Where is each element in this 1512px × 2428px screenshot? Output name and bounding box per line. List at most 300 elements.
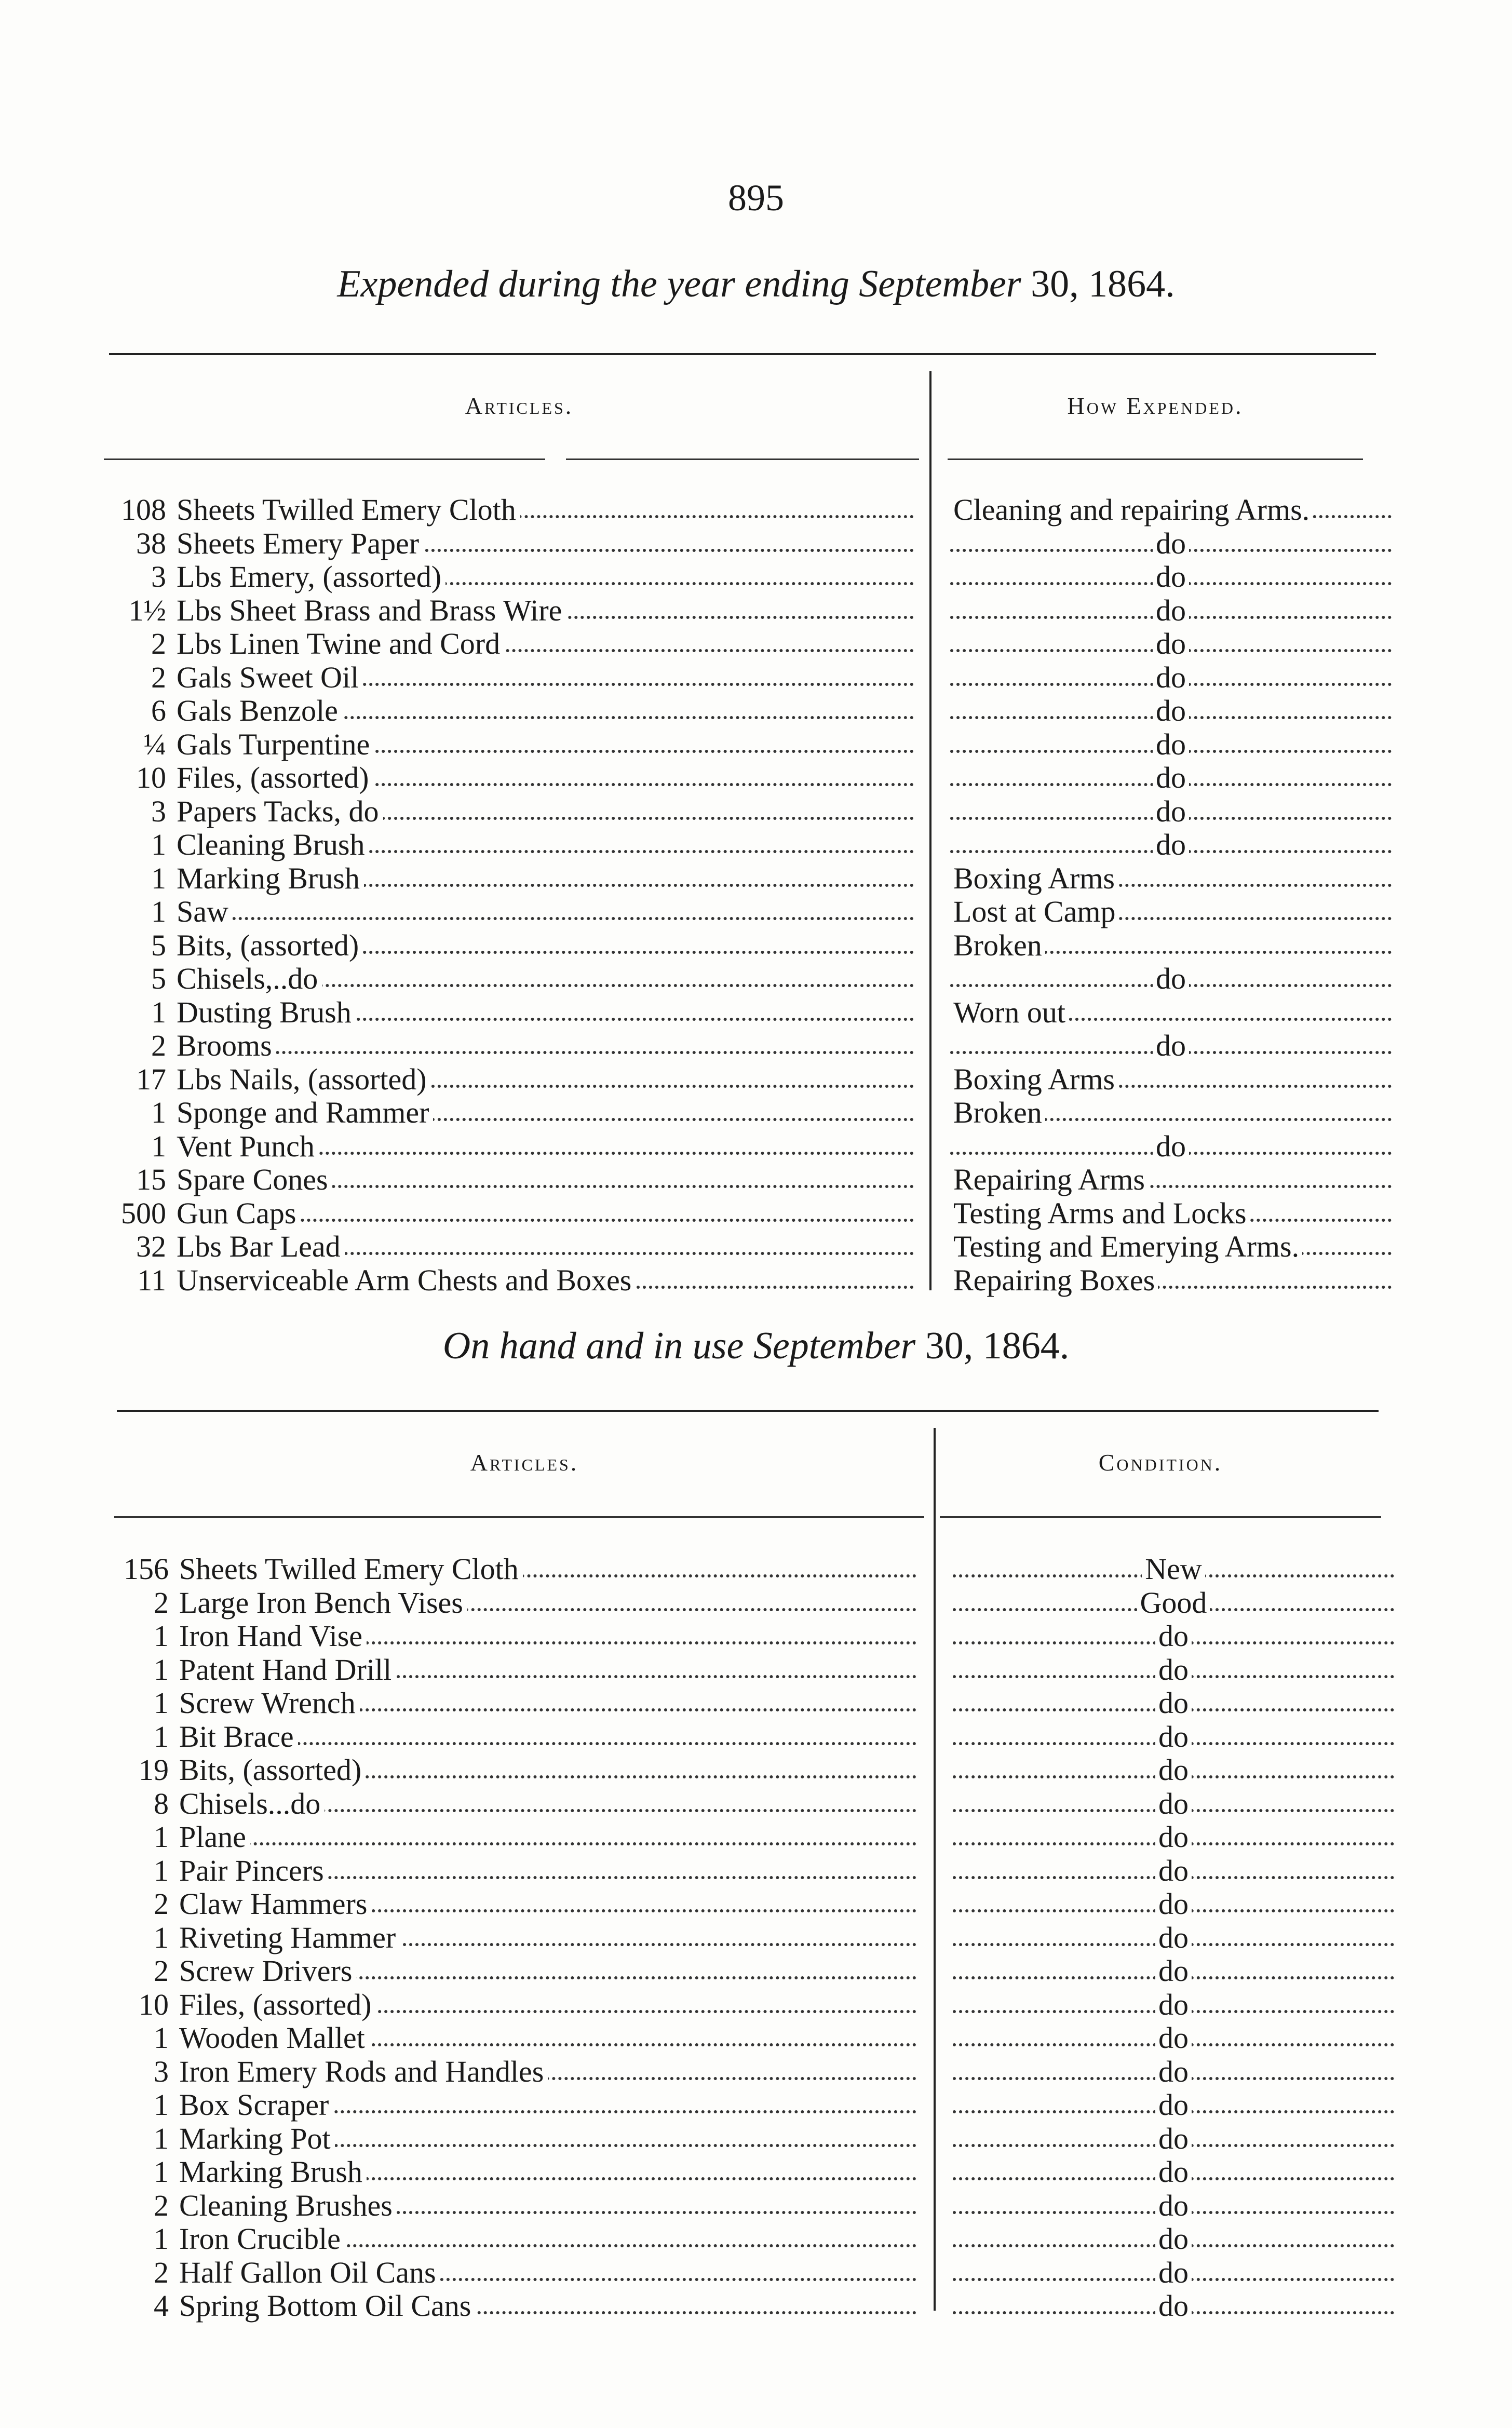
table-row xyxy=(106,2256,1405,2289)
row-how-text: do xyxy=(1153,560,1189,593)
row-condition xyxy=(953,1787,1394,1820)
row-condition-text: do xyxy=(1155,1854,1192,1887)
row-quantity: 500 xyxy=(121,1196,166,1230)
row-quantity: 108 xyxy=(121,493,166,527)
row-article-text: Unserviceable Arm Chests and Boxes xyxy=(177,1264,636,1297)
row-quantity: 38 xyxy=(136,526,166,560)
row-condition xyxy=(953,1620,1394,1653)
row-how xyxy=(950,962,1392,995)
row-quantity: 19 xyxy=(139,1753,169,1787)
row-article-text: Vent Punch xyxy=(177,1130,319,1163)
row-condition xyxy=(953,1586,1394,1620)
row-condition-text: do xyxy=(1155,2088,1192,2122)
table-row xyxy=(106,1820,1405,1854)
row-article-text: Files, (assorted) xyxy=(177,761,373,794)
row-article-text: Bits, (assorted) xyxy=(177,929,363,962)
row-how-text: do xyxy=(1153,728,1189,761)
row-condition xyxy=(953,2088,1394,2122)
row-quantity: 1 xyxy=(151,828,166,861)
row-condition-text: do xyxy=(1155,1787,1192,1820)
row-quantity: 2 xyxy=(154,2255,169,2289)
table-row xyxy=(104,1029,1402,1062)
row-condition xyxy=(953,1921,1394,1954)
row-how-text: do xyxy=(1153,661,1189,694)
row-article xyxy=(179,2021,927,2055)
table-row xyxy=(106,1854,1405,1887)
row-article-text: Files, (assorted) xyxy=(179,1988,376,2021)
row-condition-text: do xyxy=(1155,1887,1192,1921)
table-row xyxy=(104,1096,1402,1129)
row-quantity: 1 xyxy=(154,1652,169,1687)
row-article xyxy=(179,1720,927,1753)
row-article xyxy=(179,1753,927,1787)
row-how-text: do xyxy=(1153,962,1189,995)
row-how-text: Broken xyxy=(950,1096,1045,1129)
row-how-text: do xyxy=(1153,828,1189,861)
expended-table xyxy=(104,493,1402,1298)
row-article xyxy=(177,728,924,761)
row-condition-text: do xyxy=(1155,2189,1192,2222)
row-quantity: ¼ xyxy=(143,727,166,761)
row-article xyxy=(177,1063,924,1096)
row-article xyxy=(179,1586,927,1620)
row-quantity: 17 xyxy=(136,1062,166,1096)
row-quantity: 2 xyxy=(154,2188,169,2222)
row-article xyxy=(179,2055,927,2088)
row-article xyxy=(179,1820,927,1854)
table-row xyxy=(106,1586,1405,1620)
row-how xyxy=(950,761,1392,794)
row-quantity: 2 xyxy=(151,660,166,694)
table-row xyxy=(106,1753,1405,1787)
table-row xyxy=(106,1787,1405,1820)
row-how xyxy=(950,1163,1392,1196)
row-quantity: 5 xyxy=(151,962,166,995)
row-how xyxy=(950,1096,1392,1129)
row-how-text: Testing and Emerying Arms. xyxy=(950,1230,1302,1263)
row-article xyxy=(179,1854,927,1887)
onhand-title-date: 30, 1864. xyxy=(925,1325,1070,1367)
row-article xyxy=(177,527,924,560)
row-how xyxy=(950,895,1392,928)
table-row xyxy=(104,962,1402,995)
row-article-text: Dusting Brush xyxy=(177,996,356,1029)
row-article-text: Papers Tacks, do xyxy=(177,795,383,828)
row-quantity: 1 xyxy=(154,1619,169,1653)
row-how-text: Broken xyxy=(950,929,1045,962)
row-how-text: do xyxy=(1153,761,1189,794)
row-how xyxy=(950,1130,1392,1163)
expended-header-articles: Articles. xyxy=(465,393,574,419)
row-quantity: 2 xyxy=(151,1029,166,1062)
table-row xyxy=(106,2222,1405,2256)
row-article-text: Chisels,..do xyxy=(177,962,322,995)
row-article-text: Plane xyxy=(179,1820,250,1854)
row-how xyxy=(950,661,1392,694)
row-quantity: 1 xyxy=(151,1096,166,1129)
row-article-text: Riveting Hammer xyxy=(179,1921,400,1954)
table-row xyxy=(104,527,1402,560)
row-article xyxy=(177,1029,924,1062)
row-article-text: Iron Crucible xyxy=(179,2222,345,2256)
row-condition xyxy=(953,2189,1394,2222)
row-article xyxy=(179,2189,927,2222)
row-how-text: Worn out xyxy=(950,996,1069,1029)
row-article xyxy=(179,1787,927,1820)
row-how-text: Repairing Boxes xyxy=(950,1264,1158,1297)
row-quantity: 2 xyxy=(154,1585,169,1620)
table-row xyxy=(104,1163,1402,1196)
row-condition-text: do xyxy=(1155,1687,1192,1720)
row-condition-text: do xyxy=(1155,1921,1192,1954)
row-quantity: 1 xyxy=(154,2021,169,2055)
expended-articles-rule-a xyxy=(104,458,545,460)
row-article-text: Lbs Bar Lead xyxy=(177,1230,345,1263)
expended-title-date: 30, 1864. xyxy=(1031,263,1175,305)
table-row xyxy=(106,2088,1405,2122)
row-condition-text: do xyxy=(1155,2155,1192,2189)
row-how xyxy=(950,493,1392,527)
row-condition-text: do xyxy=(1155,2055,1192,2088)
row-article xyxy=(177,795,924,828)
page-number: 895 xyxy=(728,177,784,219)
row-condition xyxy=(953,1887,1394,1921)
row-article-text: Sheets Twilled Emery Cloth xyxy=(177,493,520,527)
row-article-text: Gals Turpentine xyxy=(177,728,374,761)
table-row xyxy=(106,1620,1405,1653)
row-quantity: 8 xyxy=(154,1786,169,1820)
row-article xyxy=(179,1921,927,1954)
table-row xyxy=(106,2122,1405,2155)
row-article xyxy=(177,627,924,660)
row-condition xyxy=(953,2289,1394,2323)
row-article xyxy=(179,1887,927,1921)
row-condition xyxy=(953,1988,1394,2021)
table-row xyxy=(106,1720,1405,1753)
row-article-text: Lbs Emery, (assorted) xyxy=(177,560,446,593)
row-article-text: Box Scraper xyxy=(179,2088,333,2122)
row-how-text: do xyxy=(1153,527,1189,560)
table-row xyxy=(104,996,1402,1029)
row-condition-text: do xyxy=(1155,1954,1192,1988)
row-how xyxy=(950,862,1392,895)
table-row xyxy=(104,1230,1402,1263)
row-quantity: 3 xyxy=(151,794,166,828)
row-how-text: do xyxy=(1153,694,1189,727)
table-row xyxy=(104,895,1402,928)
row-how-text: Lost at Camp xyxy=(950,895,1119,928)
row-article-text: Lbs Nails, (assorted) xyxy=(177,1063,431,1096)
row-article-text: Spare Cones xyxy=(177,1163,332,1196)
table-row xyxy=(104,661,1402,694)
onhand-condition-rule xyxy=(940,1516,1381,1518)
row-quantity: 1 xyxy=(154,1820,169,1854)
row-how xyxy=(950,1063,1392,1096)
row-article xyxy=(177,1230,924,1263)
row-article xyxy=(179,1687,927,1720)
row-article-text: Iron Hand Vise xyxy=(179,1620,367,1653)
row-quantity: 15 xyxy=(136,1163,166,1196)
row-article-text: Sponge and Rammer xyxy=(177,1096,433,1129)
row-article xyxy=(177,895,924,928)
onhand-title-text: On hand and in use September xyxy=(442,1325,916,1367)
row-article-text: Marking Brush xyxy=(177,862,364,895)
row-article-leader xyxy=(177,1051,914,1054)
row-quantity: 2 xyxy=(151,627,166,660)
row-article xyxy=(177,661,924,694)
row-quantity: 1 xyxy=(151,1129,166,1163)
row-condition xyxy=(953,1854,1394,1887)
row-quantity: 10 xyxy=(136,761,166,794)
row-quantity: 2 xyxy=(154,1954,169,1988)
row-condition-text: do xyxy=(1155,1988,1192,2021)
row-article xyxy=(177,594,924,627)
row-condition-text: do xyxy=(1155,1653,1192,1687)
table-row xyxy=(104,1063,1402,1096)
row-article xyxy=(177,1130,924,1163)
table-row xyxy=(106,2155,1405,2189)
row-how xyxy=(950,929,1392,962)
row-article-text: Screw Wrench xyxy=(179,1687,360,1720)
row-article-text: Marking Pot xyxy=(179,2122,335,2155)
row-condition-text: do xyxy=(1155,2289,1192,2323)
row-quantity: 1 xyxy=(151,861,166,895)
row-article xyxy=(177,694,924,727)
table-row xyxy=(106,2189,1405,2222)
onhand-table xyxy=(106,1553,1405,2331)
row-condition-text: do xyxy=(1155,2222,1192,2256)
row-condition-text: do xyxy=(1155,2256,1192,2289)
onhand-title xyxy=(0,1324,1512,1368)
row-how xyxy=(950,627,1392,660)
row-condition xyxy=(953,2155,1394,2189)
row-how xyxy=(950,594,1392,627)
row-how-text: Boxing Arms xyxy=(950,862,1118,895)
row-article-text: Gun Caps xyxy=(177,1197,300,1230)
row-article-text: Marking Brush xyxy=(179,2155,367,2189)
row-how-text: do xyxy=(1153,1029,1189,1062)
row-quantity: 1 xyxy=(151,895,166,928)
row-condition-text: do xyxy=(1155,1620,1192,1653)
row-article xyxy=(179,2155,927,2189)
table-row xyxy=(104,1197,1402,1230)
expended-title xyxy=(0,262,1512,306)
row-article xyxy=(179,1620,927,1653)
row-how xyxy=(950,1197,1392,1230)
table-row xyxy=(106,1553,1405,1586)
table-row xyxy=(104,1130,1402,1163)
expended-title-text: Expended during the year ending September xyxy=(337,263,1021,305)
row-article xyxy=(179,2222,927,2256)
table-row xyxy=(104,694,1402,727)
row-article-text: Wooden Mallet xyxy=(179,2021,369,2055)
row-quantity: 1 xyxy=(154,1686,169,1720)
table-row xyxy=(106,2021,1405,2055)
row-article-text: Lbs Sheet Brass and Brass Wire xyxy=(177,594,566,627)
row-article xyxy=(179,2289,927,2323)
row-condition-text: do xyxy=(1155,2122,1192,2155)
row-article xyxy=(177,828,924,861)
row-condition xyxy=(953,2122,1394,2155)
row-condition xyxy=(953,1820,1394,1854)
table-row xyxy=(104,795,1402,828)
row-quantity: 1 xyxy=(151,995,166,1029)
expended-top-rule xyxy=(109,353,1376,355)
row-quantity: 6 xyxy=(151,694,166,727)
row-condition-text: Good xyxy=(1137,1586,1210,1620)
row-article-text: Half Gallon Oil Cans xyxy=(179,2256,440,2289)
row-article-text: Screw Drivers xyxy=(179,1954,356,1988)
row-quantity: 1 xyxy=(154,1920,169,1954)
row-how-text: do xyxy=(1153,1130,1189,1163)
row-condition-text: do xyxy=(1155,1820,1192,1854)
row-how xyxy=(950,795,1392,828)
onhand-header-articles: Articles. xyxy=(470,1449,579,1476)
row-how xyxy=(950,828,1392,861)
row-article-text: Saw xyxy=(177,895,233,928)
row-how-text: do xyxy=(1153,594,1189,627)
row-quantity: 1 xyxy=(154,2088,169,2122)
row-article-text: Bit Brace xyxy=(179,1720,298,1753)
row-article-text: Sheets Twilled Emery Cloth xyxy=(179,1553,523,1586)
row-how xyxy=(950,1264,1392,1297)
row-article xyxy=(177,962,924,995)
table-row xyxy=(104,594,1402,627)
row-article-leader xyxy=(179,1842,916,1845)
row-quantity: 1½ xyxy=(128,593,166,627)
table-row xyxy=(104,761,1402,794)
table-row xyxy=(106,2289,1405,2323)
row-condition xyxy=(953,2222,1394,2256)
row-article xyxy=(179,1988,927,2021)
row-condition xyxy=(953,1753,1394,1787)
row-article xyxy=(177,996,924,1029)
row-article-text: Claw Hammers xyxy=(179,1887,371,1921)
row-article xyxy=(179,1653,927,1687)
row-quantity: 3 xyxy=(154,2054,169,2088)
row-how-text: Testing Arms and Locks xyxy=(950,1197,1250,1230)
row-article xyxy=(177,493,924,527)
row-quantity: 1 xyxy=(154,2222,169,2256)
row-how xyxy=(950,560,1392,593)
row-article-text: Brooms xyxy=(177,1029,276,1062)
row-how xyxy=(950,1230,1392,1263)
row-condition xyxy=(953,1954,1394,1988)
row-article-leader xyxy=(177,917,914,920)
row-condition xyxy=(953,1653,1394,1687)
table-row xyxy=(106,1887,1405,1921)
table-row xyxy=(106,1653,1405,1687)
row-article xyxy=(177,1264,924,1297)
row-quantity: 3 xyxy=(151,560,166,593)
row-condition-text: do xyxy=(1155,2021,1192,2055)
row-quantity: 5 xyxy=(151,928,166,962)
row-quantity: 2 xyxy=(154,1887,169,1921)
table-row xyxy=(104,627,1402,660)
row-how xyxy=(950,728,1392,761)
row-article-text: Spring Bottom Oil Cans xyxy=(179,2289,475,2323)
row-article-text: Patent Hand Drill xyxy=(179,1653,396,1687)
table-row xyxy=(104,728,1402,761)
row-condition-text: New xyxy=(1142,1553,1205,1586)
onhand-articles-rule xyxy=(114,1516,924,1518)
row-condition xyxy=(953,1687,1394,1720)
table-row xyxy=(104,828,1402,861)
table-row xyxy=(106,1687,1405,1720)
table-row xyxy=(104,929,1402,962)
row-quantity: 156 xyxy=(124,1552,169,1586)
row-how-text: Repairing Arms xyxy=(950,1163,1148,1196)
row-quantity: 1 xyxy=(154,1853,169,1887)
row-how-text: Boxing Arms xyxy=(950,1063,1118,1096)
row-article xyxy=(179,1954,927,1988)
table-row xyxy=(106,2055,1405,2088)
row-how xyxy=(950,694,1392,727)
row-article-text: Cleaning Brush xyxy=(177,828,369,861)
row-how xyxy=(950,1029,1392,1062)
expended-articles-rule-b xyxy=(566,458,919,460)
expended-how-rule xyxy=(948,458,1363,460)
row-article xyxy=(177,761,924,794)
row-article-text: Lbs Linen Twine and Cord xyxy=(177,627,504,660)
row-article-text: Iron Emery Rods and Handles xyxy=(179,2055,548,2088)
row-article xyxy=(179,2122,927,2155)
onhand-top-rule xyxy=(117,1410,1379,1412)
row-quantity: 32 xyxy=(136,1230,166,1263)
row-article-text: Pair Pincers xyxy=(179,1854,328,1887)
row-quantity: 11 xyxy=(137,1263,166,1297)
row-article xyxy=(177,862,924,895)
row-article xyxy=(179,2256,927,2289)
row-article-text: Gals Sweet Oil xyxy=(177,661,363,694)
row-quantity: 4 xyxy=(154,2289,169,2323)
row-condition xyxy=(953,2021,1394,2055)
table-row xyxy=(106,1988,1405,2021)
row-article-text: Cleaning Brushes xyxy=(179,2189,397,2222)
table-row xyxy=(104,1264,1402,1297)
row-article xyxy=(177,929,924,962)
row-article-text: Chisels...do xyxy=(179,1787,325,1820)
row-condition xyxy=(953,2055,1394,2088)
expended-header-how: How Expended. xyxy=(1067,393,1244,419)
row-article xyxy=(177,1096,924,1129)
row-quantity: 1 xyxy=(154,2121,169,2155)
row-condition xyxy=(953,1720,1394,1753)
row-article xyxy=(179,2088,927,2122)
row-quantity: 10 xyxy=(139,1987,169,2021)
row-article-text: Bits, (assorted) xyxy=(179,1753,366,1787)
row-article-text: Sheets Emery Paper xyxy=(177,527,423,560)
row-article xyxy=(179,1553,927,1586)
row-article-text: Gals Benzole xyxy=(177,694,342,727)
row-article xyxy=(177,560,924,593)
row-quantity: 1 xyxy=(154,2155,169,2189)
row-article xyxy=(177,1163,924,1196)
row-quantity: 1 xyxy=(154,1719,169,1753)
row-condition xyxy=(953,2256,1394,2289)
row-article-text: Large Iron Bench Vises xyxy=(179,1586,467,1620)
table-row xyxy=(104,862,1402,895)
row-how-text: do xyxy=(1153,627,1189,660)
row-how-text: Cleaning and repairing Arms. xyxy=(950,493,1313,527)
row-article xyxy=(177,1197,924,1230)
onhand-header-condition: Condition. xyxy=(1098,1449,1223,1476)
row-condition xyxy=(953,1553,1394,1586)
row-how xyxy=(950,996,1392,1029)
table-row xyxy=(106,1954,1405,1988)
row-condition-text: do xyxy=(1155,1753,1192,1787)
table-row xyxy=(104,560,1402,593)
